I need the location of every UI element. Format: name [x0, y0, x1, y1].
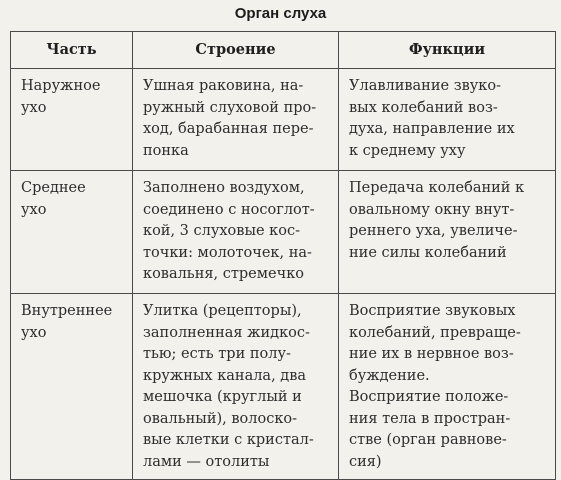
row-structure-cell: [133, 69, 339, 171]
header-structure: Строение: [133, 32, 339, 69]
row-function-text: Восприятие звуковых колебаний, превраще- ние их в нервное воз- буждение. Восприятие положе- ния тела в простран- стве (орган равнове- сия): [349, 303, 521, 470]
header-part: Часть: [11, 32, 133, 69]
table-row: [11, 294, 556, 480]
page-title: Орган слуха: [234, 5, 327, 22]
row-structure-cell: [133, 171, 339, 294]
row-part-text: Среднее ухо: [21, 180, 86, 218]
row-structure-text: Улитка (рецепторы), заполненная жидкос- тью; есть три полу- кружных канала, два мешочка (круглый и овальный), волоско- вые клетки с кристал- лами — отолиты: [143, 303, 314, 470]
row-function-cell: [339, 171, 556, 294]
row-structure-cell: [133, 294, 339, 480]
organ-table: [10, 31, 556, 480]
row-function-cell: [339, 69, 556, 171]
row-part-cell: [11, 171, 133, 294]
header-function: Функции: [339, 32, 556, 69]
row-part-text: Наружное ухо: [21, 78, 101, 116]
row-structure-text: Ушная раковина, на- ружный слуховой про- ход, барабанная пере- понка: [143, 78, 317, 159]
row-part-text: Внутреннее ухо: [21, 303, 113, 341]
table-row: [11, 171, 556, 294]
table-header-row: [11, 32, 556, 69]
row-function-text: Передача колебаний к овальному окну внут- реннего уха, увеличе- ние силы колебаний: [349, 180, 525, 261]
row-function-text: Улавливание звуко- вых колебаний воз- духа, направление их к среднему уху: [349, 78, 515, 159]
row-structure-text: Заполнено воздухом, соединено с носоглот- кой, 3 слуховые кос- точки: молоточек, на- ковальня, стремечко: [143, 180, 315, 282]
row-part-cell: [11, 294, 133, 480]
table-row: [11, 69, 556, 171]
row-part-cell: [11, 69, 133, 171]
row-function-cell: [339, 294, 556, 480]
